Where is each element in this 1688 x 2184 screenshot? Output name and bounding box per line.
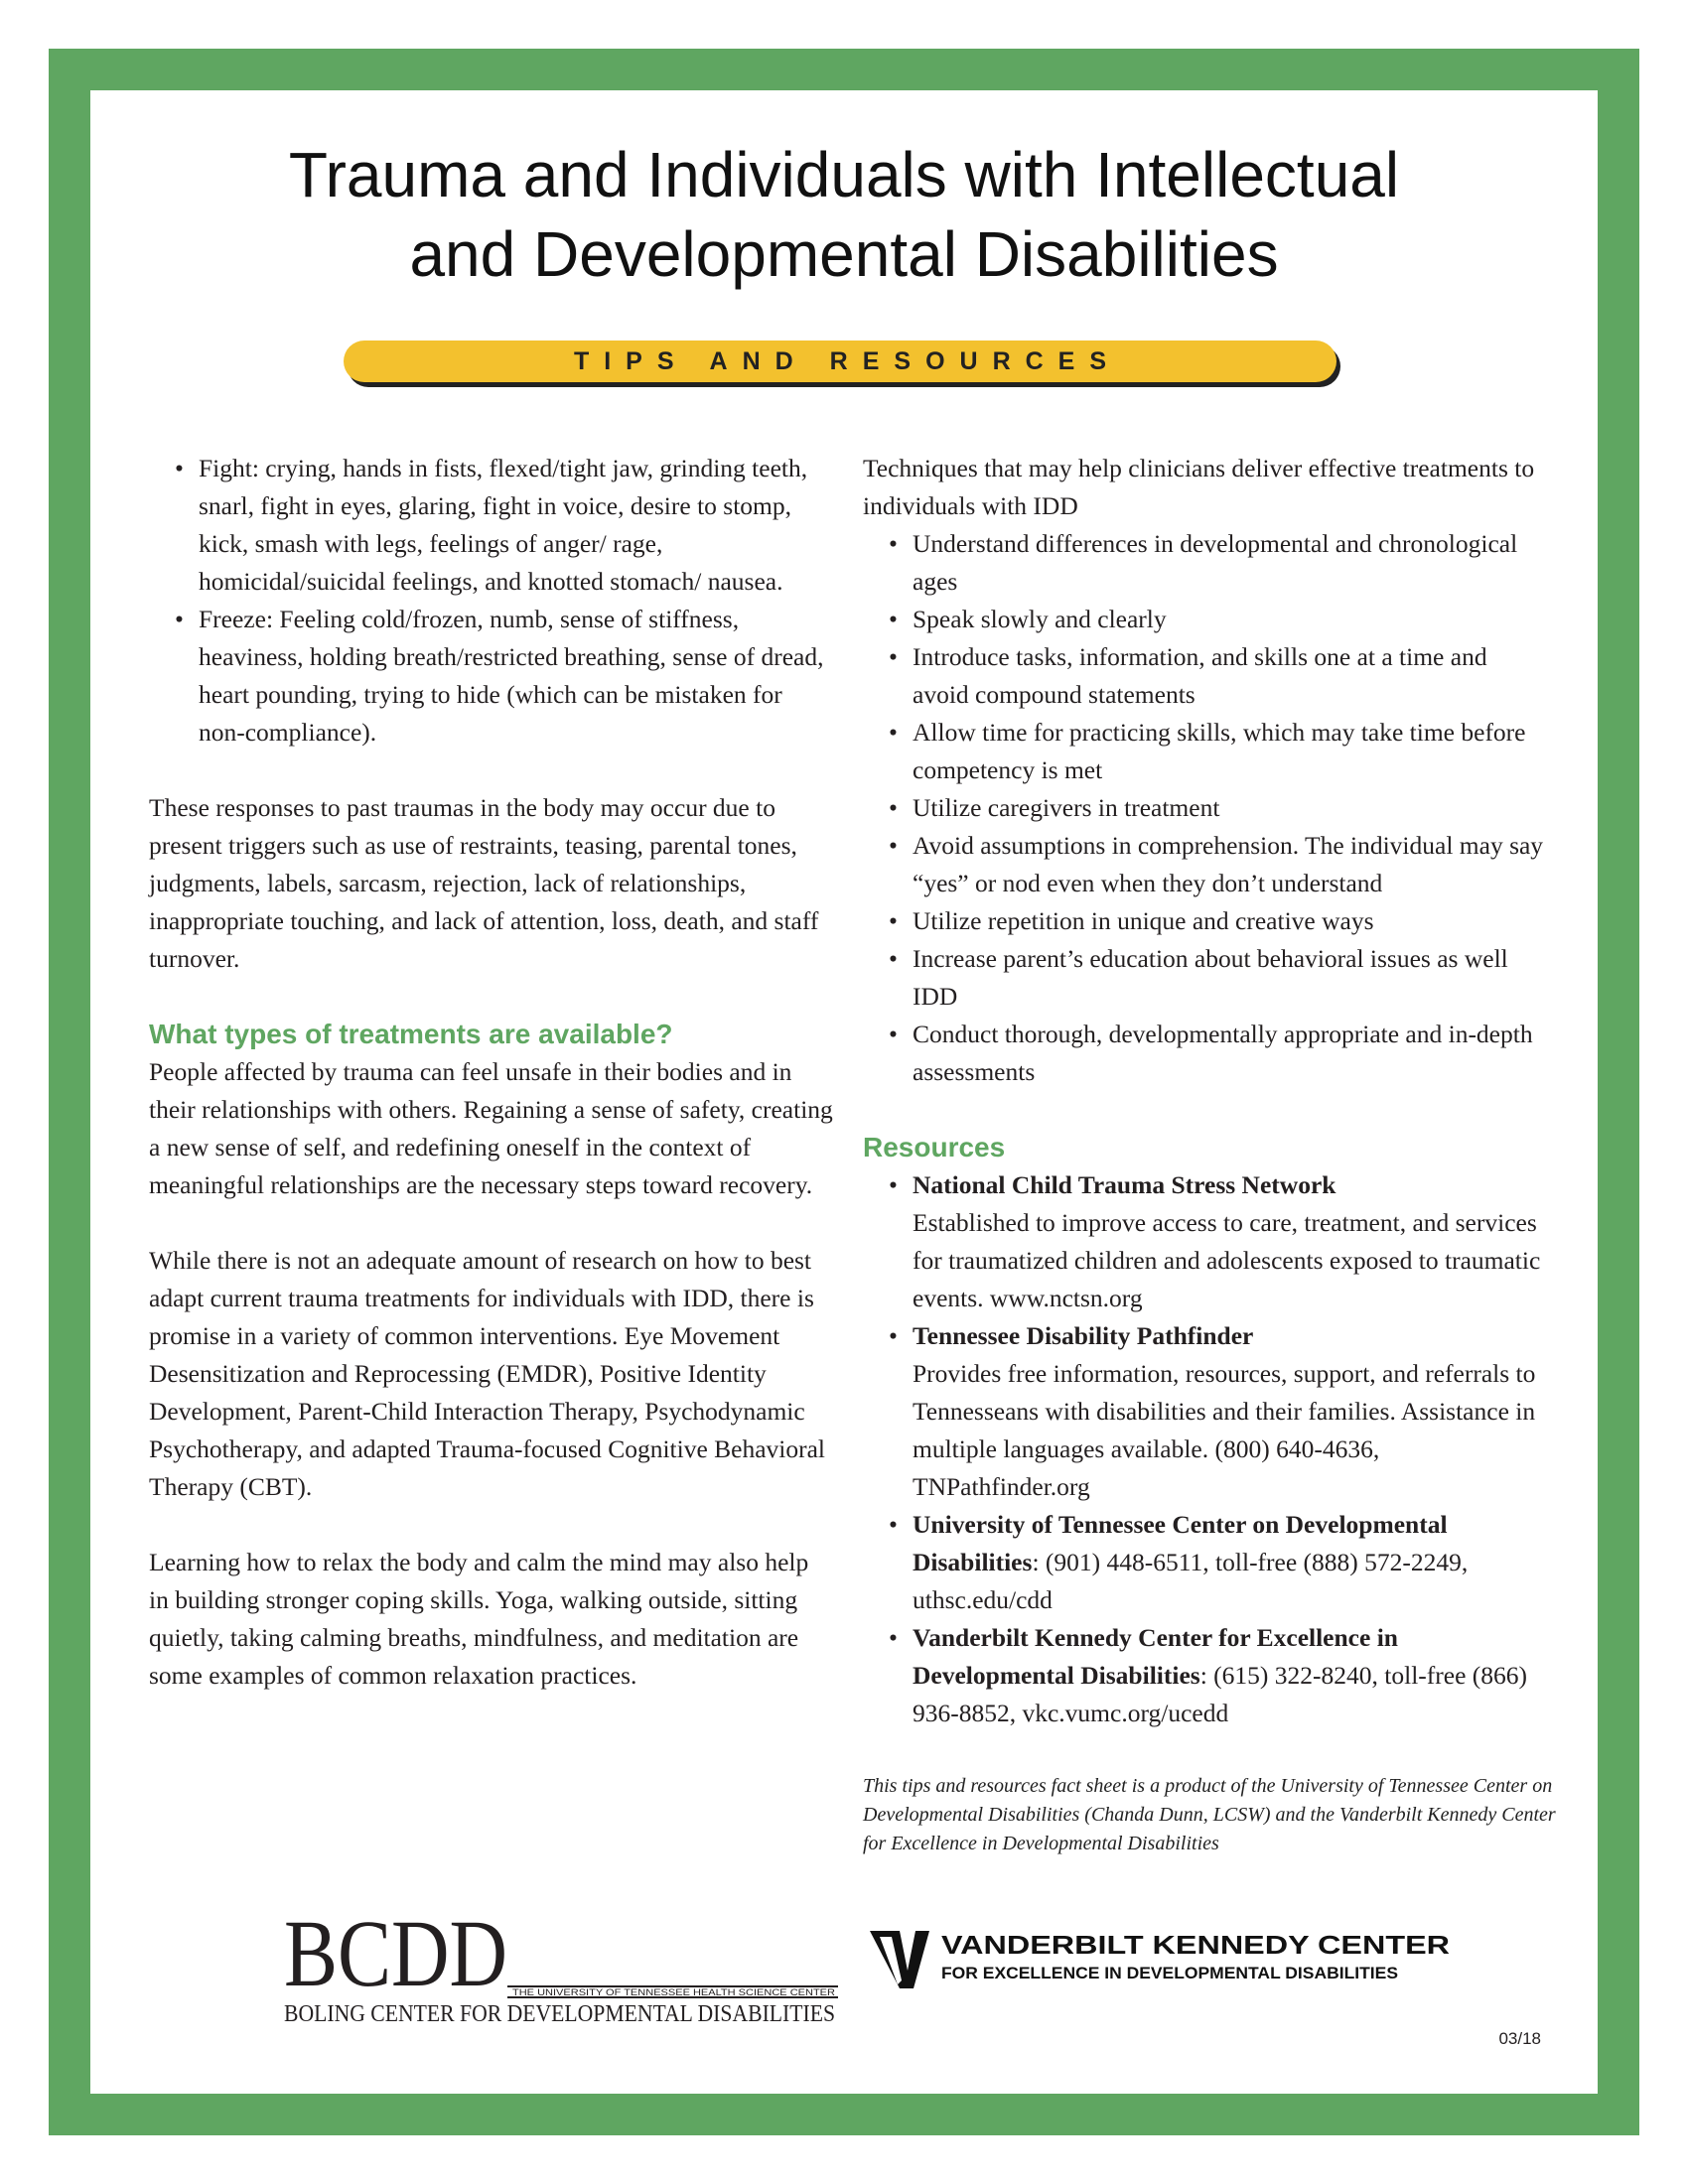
revision-date: 03/18 — [1498, 2029, 1541, 2048]
interventions-paragraph: While there is not an adequate amount of research on how to best adapt current trauma treatments for individuals with IDD, there is promise in a variety of common interventions. Eye Movement Desensitization and Reprocessing (EMDR), Positive Identity Development, Parent-Child Interaction Therapy, Psychodynamic Psychotherapy, and adapted Trauma-focused Cognitive Behavioral Therapy (CBT). — [149, 1246, 826, 1501]
treatments-heading: What types of treatments are available? — [149, 1019, 673, 1049]
resource-item — [863, 1166, 1548, 1317]
list-item: • Understand differences in developmental and chronological ages — [863, 525, 1548, 601]
vkc-logo — [870, 1927, 1466, 1996]
page-title — [90, 135, 1598, 294]
list-item: • Utilize caregivers in treatment — [863, 789, 1548, 827]
resource-item: • University of Tennessee Center on Developmental Disabilities: (901) 448-6511, toll-free (888) 572-2249, uthsc.edu/cdd — [863, 1506, 1548, 1619]
title-line-1: Trauma and Individuals with Intellectual — [288, 139, 1400, 210]
triggers-paragraph: These responses to past traumas in the body may occur due to present triggers such as use of restraints, teasing, parental tones, judgments, labels, sarcasm, rejection, lack of relationships, inappropriate touching, and lack of attention, loss, death, and staff turnover. — [149, 793, 819, 973]
banner-label: TIPS AND RESOURCES — [573, 346, 1122, 375]
list-item: • Avoid assumptions in comprehension. The individual may say “yes” or nod even when they don’t understand — [863, 827, 1548, 902]
bcdd-logo-mark: BCDD — [284, 1914, 507, 2006]
resource-name: National Child Trauma Stress Network — [913, 1170, 1336, 1199]
list-item: • Conduct thorough, developmentally appropriate and in-depth assessments — [863, 1016, 1548, 1091]
resource-description: Provides free information, resources, support, and referrals to Tennesseans with disabilities and their families. Assistance in multiple languages available. (800) 640-4636, TNPathfinder.org — [913, 1359, 1536, 1501]
tips-banner — [344, 341, 1336, 382]
resource-description: (615) 322-8240, toll-free (866) 936-8852, vkc.vumc.org/ucedd — [913, 1661, 1527, 1727]
resource-name: Vanderbilt Kennedy Center for Excellence in Developmental Disabilities — [913, 1623, 1398, 1690]
fact-sheet-page — [90, 90, 1598, 2094]
recovery-paragraph: People affected by trauma can feel unsafe in their bodies and in their relationships with others. Regaining a sense of safety, creating a new sense of self, and redefining oneself in the context of meaningful relationships are the necessary steps toward recovery. — [149, 1057, 833, 1199]
title-line-2: and Developmental Disabilities — [409, 218, 1279, 290]
list-item: • Speak slowly and clearly — [863, 601, 1548, 638]
list-item: • Allow time for practicing skills, which may take time before competency is met — [863, 714, 1548, 789]
credit-note: This tips and resources fact sheet is a product of the University of Tennessee Center on Developmental Disabilities (Chanda Dunn, LCSW) and the Vanderbilt Kennedy Center for Excellence in Developmental Disabilities — [863, 1775, 1556, 1854]
response-list — [149, 450, 834, 751]
resource-description: (901) 448-6511, toll-free (888) 572-2249, uthsc.edu/cdd — [913, 1548, 1469, 1614]
left-column — [149, 450, 834, 1695]
bcdd-logo — [284, 1914, 840, 2023]
list-item: • Introduce tasks, information, and skills one at a time and avoid compound statements — [863, 638, 1548, 714]
vkc-logo-line2: FOR EXCELLENCE IN DEVELOPMENTAL DISABILITIES — [941, 1964, 1398, 1982]
resources-heading: Resources — [863, 1132, 1006, 1162]
techniques-list — [863, 525, 1548, 1091]
resource-name: Tennessee Disability Pathfinder — [913, 1321, 1254, 1350]
list-item: • Fight: crying, hands in fists, flexed/tight jaw, grinding teeth, snarl, fight in eyes, glaring, fight in voice, desire to stomp, kick, smash with legs, feelings of anger/ rage, homicidal/suicidal feelings, and knotted stomach/ nausea. — [149, 450, 834, 601]
relaxation-paragraph: Learning how to relax the body and calm the mind may also help in building stronger coping skills. Yoga, walking outside, sitting quietly, taking calming breaths, mindfulness, and meditation are some examples of common relaxation practices. — [149, 1548, 809, 1690]
techniques-intro: Techniques that may help clinicians deliver effective treatments to individuals with IDD — [863, 454, 1535, 520]
vanderbilt-v-icon — [870, 1931, 929, 1988]
list-item: • Utilize repetition in unique and creative ways — [863, 902, 1548, 940]
resource-item: • Vanderbilt Kennedy Center for Excellence in Developmental Disabilities: (615) 322-8240, toll-free (866) 936-8852, vkc.vumc.org/ucedd — [863, 1619, 1548, 1732]
resource-name: University of Tennessee Center on Developmental Disabilities — [913, 1510, 1448, 1576]
list-item: • Freeze: Feeling cold/frozen, numb, sense of stiffness, heaviness, holding breath/restricted breathing, sense of dread, heart pounding, trying to hide (which can be mistaken for non-compliance). — [149, 601, 834, 751]
bcdd-logo-subtitle: THE UNIVERSITY OF TENNESSEE HEALTH SCIENCE CENTER — [512, 1987, 836, 1998]
bcdd-logo-name: BOLING CENTER FOR DEVELOPMENTAL DISABILITIES — [284, 2001, 835, 2023]
right-column — [863, 450, 1548, 1732]
resource-item — [863, 1317, 1548, 1506]
resource-description: Established to improve access to care, treatment, and services for traumatized children and adolescents exposed to traumatic events. www.nctsn.org — [913, 1208, 1541, 1312]
resources-list — [863, 1166, 1548, 1732]
vkc-logo-line1: VANDERBILT KENNEDY CENTER — [941, 1930, 1451, 1960]
list-item: • Increase parent’s education about behavioral issues as well IDD — [863, 940, 1548, 1016]
